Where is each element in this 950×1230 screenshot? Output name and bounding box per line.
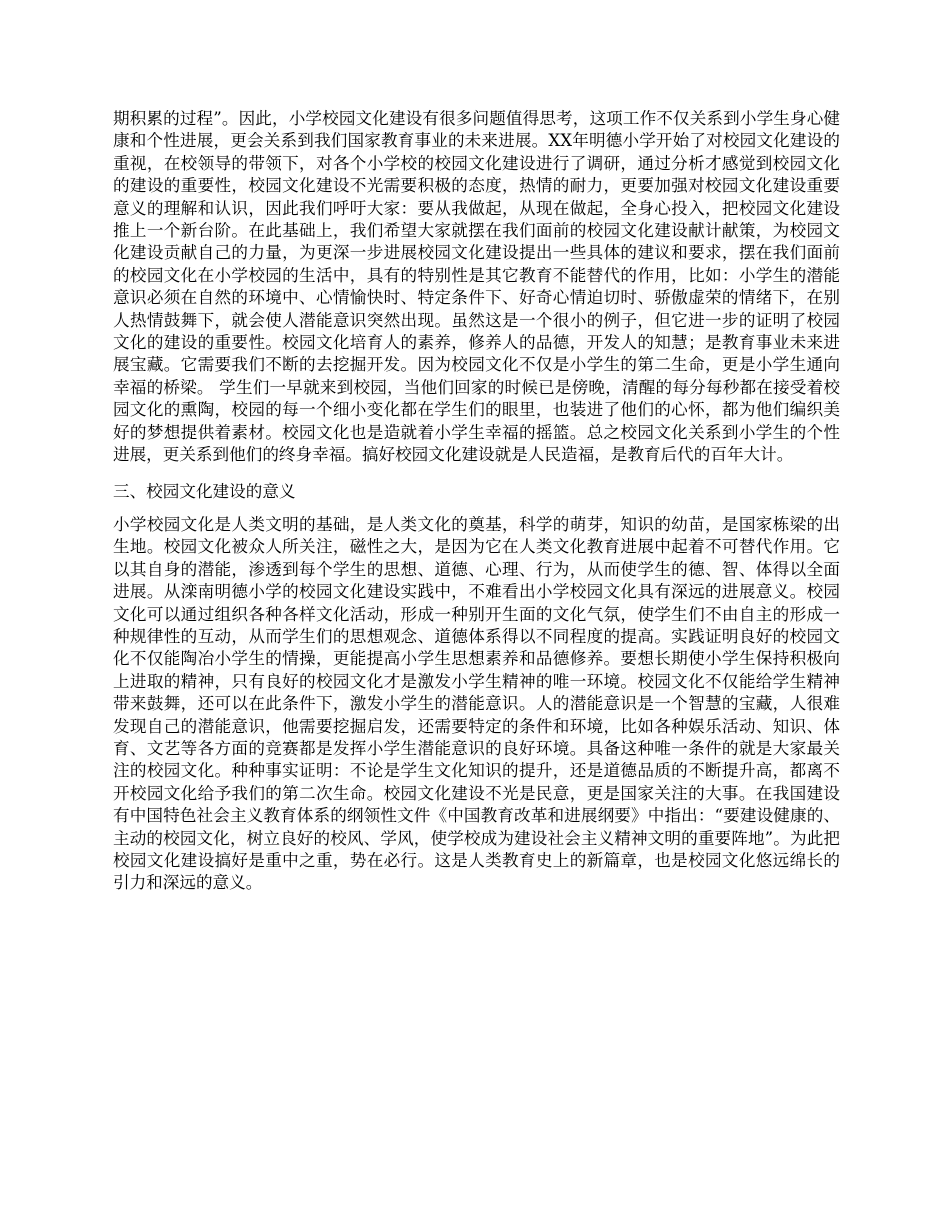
document-page [113,108,840,895]
body-paragraph-2: 小学校园文化是人类文明的基础，是人类文化的奠基，科学的萌芽，知识的幼苗，是国家栋梁的出生地。校园文化被众人所关注，磁性之大，是因为它在人类文化教育进展中起着不可替代作用。它以其自身的潜能，渗透到每个学生的思想、道德、心理、行为，从而使学生的德、智、体得以全面进展。从滦南明德小学的校园文化建设实践中，不难看出小学校园文化具有深远的进展意义。校园文化可以通过组织各种各样文化活动，形成一种别开生面的文化气氛，使学生们不由自主的形成一种规律性的互动，从而学生们的思想观念、道德体系得以不同程度的提高。实践证明良好的校园文化不仅能陶冶小学生的情操，更能提高小学生思想素养和品德修养。要想长期使小学生保持积极向上进取的精神，只有良好的校园文化才是激发小学生精神的唯一环境。校园文化不仅能给学生精神带来鼓舞，还可以在此条件下，激发小学生的潜能意识。人的潜能意识是一个智慧的宝藏，人很难发现自己的潜能意识，他需要挖掘启发，还需要特定的条件和环境，比如各种娱乐活动、知识、体育、文艺等各方面的竞赛都是发挥小学生潜能意识的良好环境。具备这种唯一条件的就是大家最关注的校园文化。种种事实证明：不论是学生文化知识的提升，还是道德品质的不断提升高，都离不开校园文化给予我们的第二次生命。校园文化建设不光是民意，更是国家关注的大事。在我国建设有中国特色社会主义教育体系的纲领性文件《中国教育改革和进展纲要》中指出：“要建设健康的、主动的校园文化，树立良好的校风、学风，使学校成为建设社会主义精神文明的重要阵地”。为此把校园文化建设搞好是重中之重，势在必行。这是人类教育史上的新篇章，也是校园文化悠远绵长的引力和深远的意义。 [113,514,840,893]
body-paragraph-1: 期积累的过程”。因此，小学校园文化建设有很多问题值得思考，这项工作不仅关系到小学生身心健康和个性进展，更会关系到我们国家教育事业的未来进展。XX年明德小学开始了对校园文化建设的重视，在校领导的带领下，对各个小学校的校园文化建设进行了调研，通过分析才感觉到校园文化的建设的重要性，校园文化建设不光需要积极的态度，热情的耐力，更要加强对校园文化建设重要意义的理解和认识，因此我们呼吁大家：要从我做起，从现在做起，全身心投入，把校园文化建设推上一个新台阶。在此基础上，我们希望大家就摆在我们面前的校园文化建设献计献策，为校园文化建设贡献自己的力量，为更深一步进展校园文化建设提出一些具体的建议和要求，摆在我们面前的校园文化在小学校园的生活中，具有的特别性是其它教育不能替代的作用，比如：小学生的潜能意识必须在自然的环境中、心情愉快时、特定条件下、好奇心情迫切时、骄傲虚荣的情绪下，在别人热情鼓舞下，就会使人潜能意识突然出现。虽然这是一个很小的例子，但它进一步的证明了校园文化的建设的重要性。校园文化培育人的素养，修养人的品德，开发人的知慧；是教育事业未来进展宝藏。它需要我们不断的去挖掘开发。因为校园文化不仅是小学生的第二生命，更是小学生通向幸福的桥梁。 学生们一早就来到校园，当他们回家的时候已是傍晚，清醒的每分每秒都在接受着校园文化的熏陶，校园的每一个细小变化都在学生们的眼里，也装进了他们的心怀，都为他们编织美好的梦想提供着素材。校园文化也是造就着小学生幸福的摇篮。总之校园文化关系到小学生的个性进展，更关系到他们的终身幸福。搞好校园文化建设就是人民造福，是教育后代的百年大计。 [113,109,840,465]
section-heading: 三、校园文化建设的意义 [113,481,296,501]
